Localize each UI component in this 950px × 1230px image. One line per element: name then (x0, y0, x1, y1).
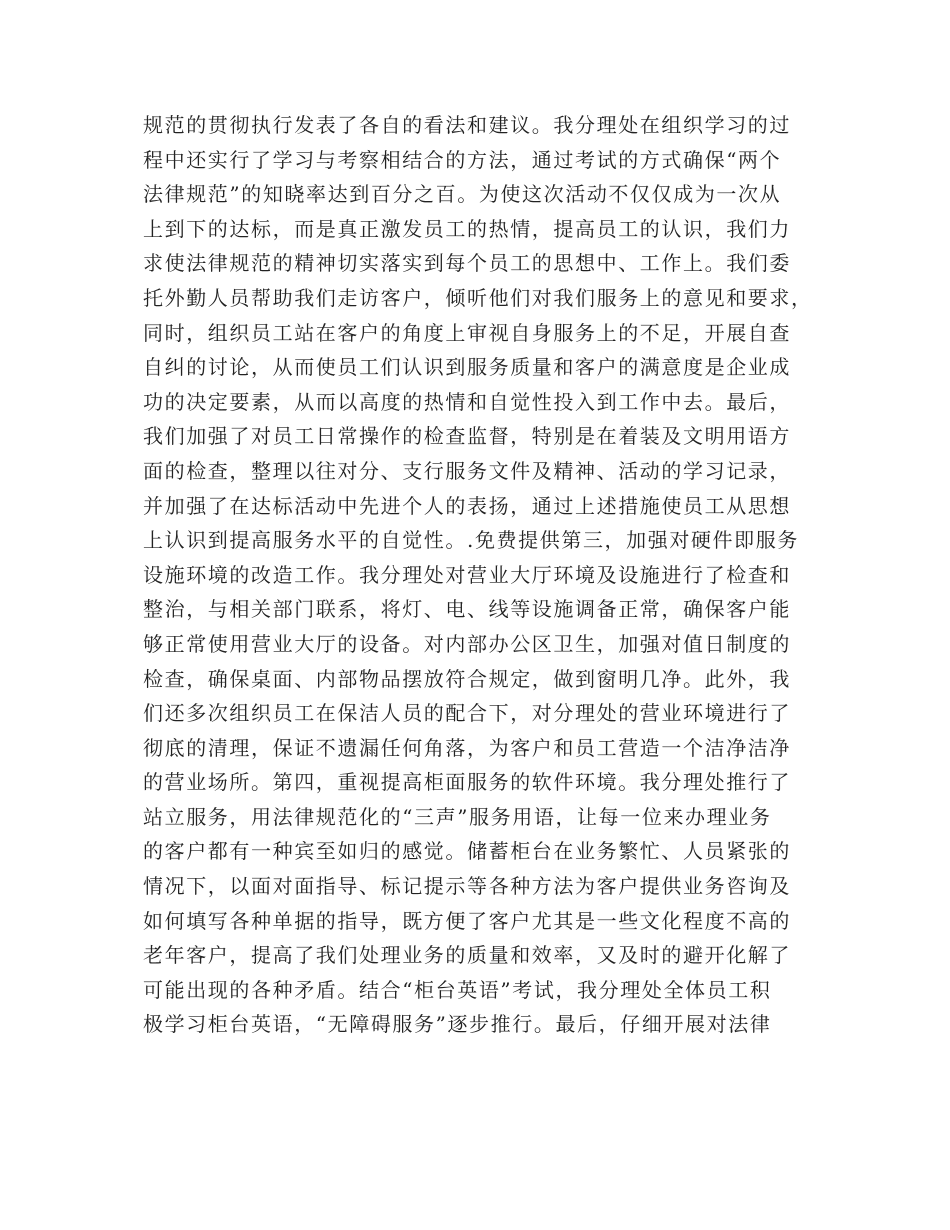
text-line: 程中还实行了学习与考察相结合的方法，通过考试的方式确保“两个 (143, 147, 782, 172)
text-line: 们还多次组织员工在保洁人员的配合下，对分理处的营业环境进行了 (143, 701, 791, 726)
text-line: 自纠的讨论，从而使员工们认识到服务质量和客户的满意度是企业成 (143, 355, 791, 380)
text-line: 面的检查，整理以往对分、支行服务文件及精神、活动的学习记录， (143, 458, 791, 483)
text-line: 功的决定要素，从而以高度的热情和自觉性投入到工作中去。最后， (143, 389, 791, 414)
text-line: 求使法律规范的精神切实落实到每个员工的思想中、工作上。我们委 (143, 251, 791, 276)
text-line: 设施环境的改造工作。我分理处对营业大厅环境及设施进行了检查和 (143, 562, 791, 587)
text-line: 法律规范”的知晓率达到百分之百。为使这次活动不仅仅成为一次从 (143, 182, 782, 207)
text-line: 极学习柜台英语，“无障碍服务”逐步推行。最后，仔细开展对法律 (143, 1012, 772, 1037)
text-line: 站立服务，用法律规范化的“三声”服务用语，让每一位来办理业务 (143, 804, 772, 829)
text-line: 检查，确保桌面、内部物品摆放符合规定，做到窗明几净。此外，我 (143, 666, 791, 691)
text-line: 上到下的达标，而是真正激发员工的热情，提高员工的认识，我们力 (143, 216, 791, 241)
text-line: 并加强了在达标活动中先进个人的表扬，通过上述措施使员工从思想 (143, 493, 791, 518)
text-line: 托外勤人员帮助我们走访客户，倾听他们对我们服务上的意见和要求， (143, 285, 813, 310)
text-line: 上认识到提高服务水平的自觉性。.免费提供第三，加强对硬件即服务 (143, 528, 799, 553)
text-line: 我们加强了对员工日常操作的检查监督，特别是在着装及文明用语方 (143, 424, 791, 449)
text-line: 彻底的清理，保证不遗漏任何角落，为客户和员工营造一个洁净洁净 (143, 735, 791, 760)
text-line: 可能出现的各种矛盾。结合“柜台英语”考试，我分理处全体员工积 (143, 977, 772, 1002)
text-line: 整治，与相关部门联系，将灯、电、线等设施调备正常，确保客户能 (143, 597, 791, 622)
text-line: 的客户都有一种宾至如归的感觉。储蓄柜台在业务繁忙、人员紧张的 (143, 839, 791, 864)
text-line: 够正常使用营业大厅的设备。对内部办公区卫生，加强对值日制度的 (143, 631, 791, 656)
text-line: 老年客户，提高了我们处理业务的质量和效率，又及时的避开化解了 (143, 943, 791, 968)
text-line: 规范的贯彻执行发表了各自的看法和建议。我分理处在组织学习的过 (143, 113, 791, 137)
text-line: 情况下，以面对面指导、标记提示等各种方法为客户提供业务咨询及 (143, 874, 791, 899)
body-text (143, 108, 823, 1042)
text-line: 的营业场所。第四，重视提高柜面服务的软件环境。我分理处推行了 (143, 770, 791, 795)
text-line: 同时，组织员工站在客户的角度上审视自身服务上的不足，开展自查 (143, 320, 791, 345)
text-line: 如何填写各种单据的指导，既方便了客户尤其是一些文化程度不高的 (143, 908, 791, 933)
